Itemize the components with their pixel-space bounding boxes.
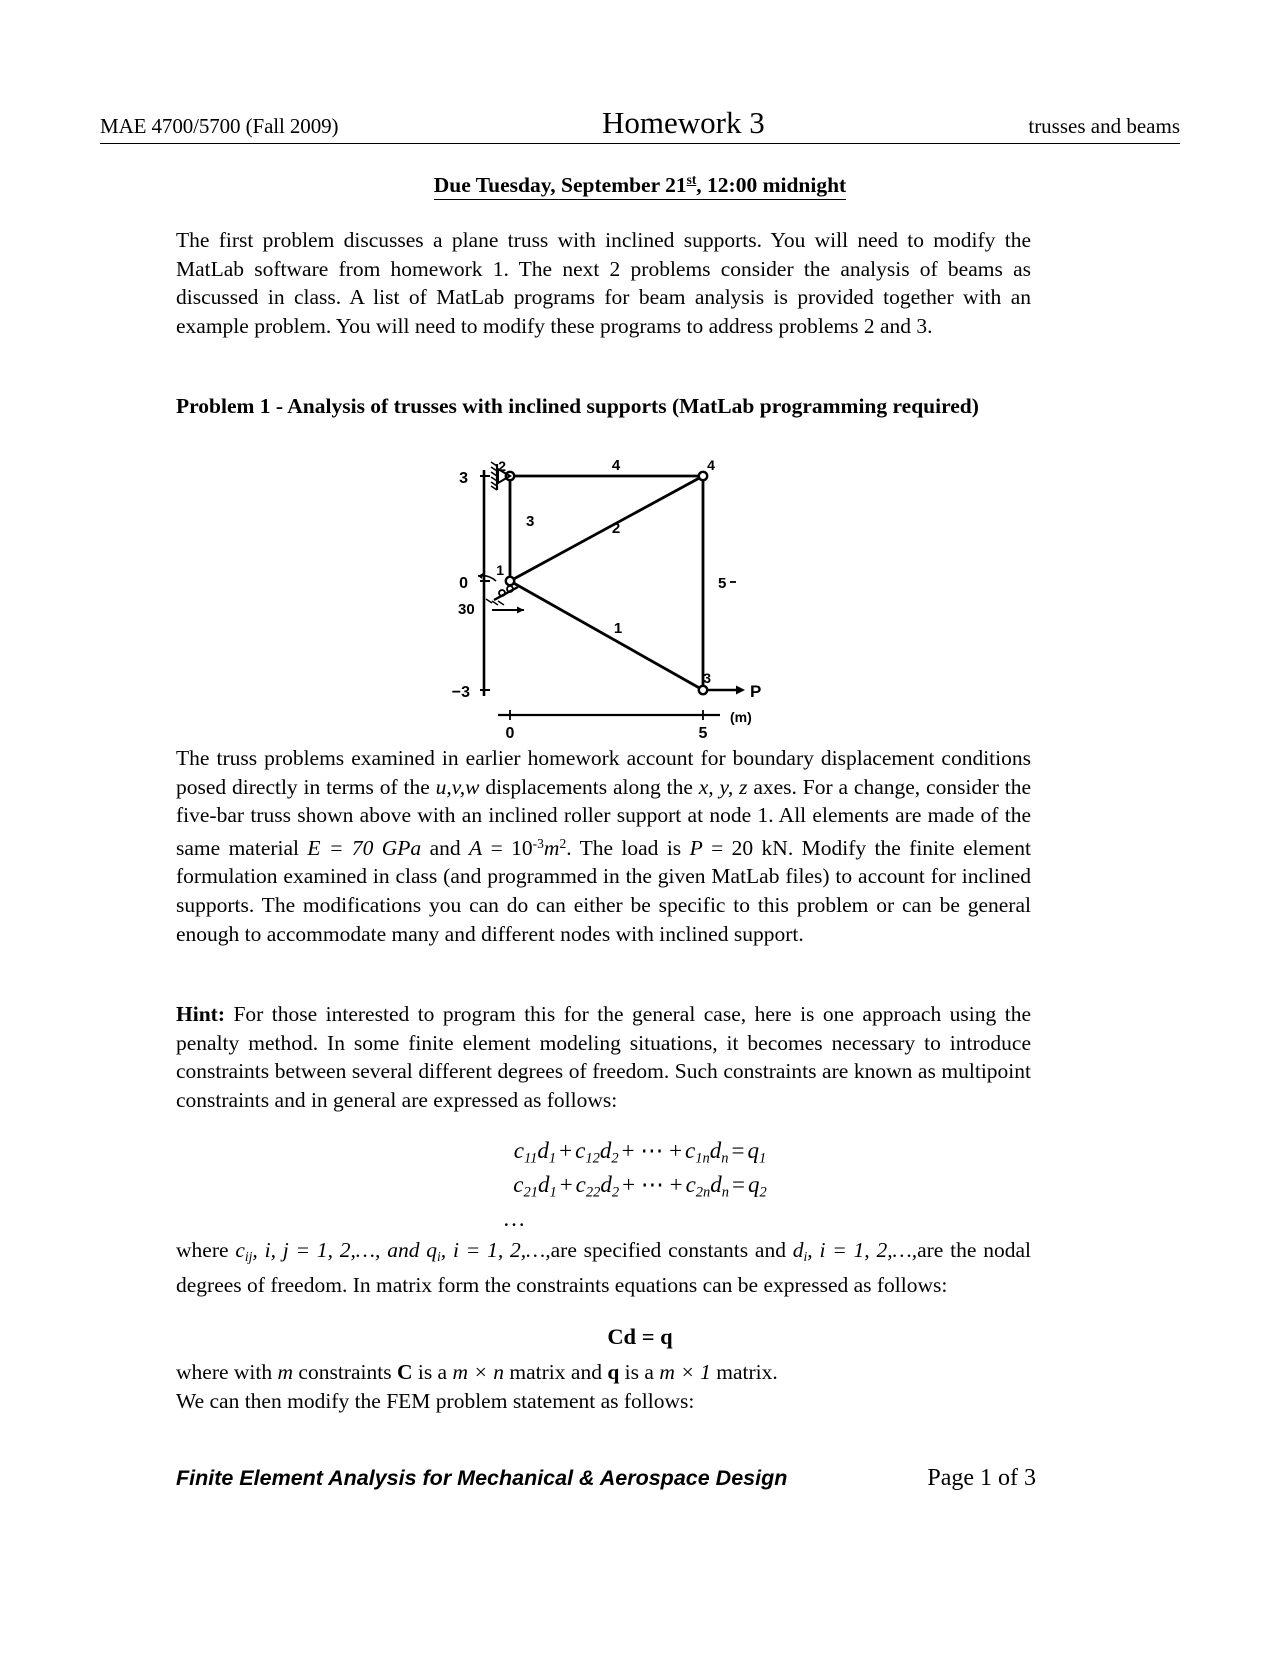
header-topic: trusses and beams — [1028, 114, 1180, 138]
eq1-dots: + ⋯ + — [621, 1138, 683, 1163]
truss-description-paragraph — [176, 744, 1031, 948]
truss-element-1 — [510, 581, 703, 690]
c-symbol: c — [235, 1238, 245, 1262]
axis-unit-label: (m) — [730, 709, 752, 725]
where-w1: where — [176, 1238, 236, 1262]
due-date-text — [434, 172, 846, 200]
where-w6: are the nodal degrees of freedom. In matrix form the constraints equations can be expressed as follows: — [176, 1238, 1032, 1298]
due-date-line — [0, 172, 1280, 200]
eq1-d2: d — [599, 1138, 612, 1163]
eq1-rhs: q — [747, 1138, 759, 1163]
page-footer — [176, 1465, 1036, 1492]
d-subscript: i — [803, 1248, 808, 1264]
cd-c4: matrix and — [504, 1360, 608, 1384]
area-exponent: -3 — [532, 835, 544, 851]
where-paragraph — [176, 1236, 1031, 1300]
y-label-neg3: −3 — [451, 684, 470, 701]
eq1-d1: d — [537, 1138, 549, 1163]
hint-label: Hint: — [176, 1002, 225, 1026]
eq2-c3: c — [685, 1172, 696, 1197]
eq1-c2-sub: 12 — [585, 1150, 600, 1167]
eq1-c1-sub: 11 — [523, 1150, 538, 1167]
load-arrow-P — [707, 686, 745, 695]
header-title: Homework 3 — [602, 105, 765, 140]
node-label-4: 4 — [707, 457, 715, 473]
truss-seg6: = 20 kN. Modify the finite element formulation examined in class (and programmed in the given MatLab files) to account for inclined supports. The modifications you can do can either be specific to this problem or can be general enough to accommodate many and different nodes with inclined support. — [176, 835, 1031, 946]
area-units: m — [543, 835, 560, 860]
eq1-equals: = — [731, 1138, 745, 1163]
m-symbol: m — [277, 1360, 294, 1384]
where-w2: , i, j = 1, 2,…, and — [252, 1238, 427, 1262]
truss-node-3 — [699, 686, 707, 694]
node-label-1: 1 — [496, 562, 504, 578]
eq1-plus1: + — [559, 1138, 573, 1163]
equation-1-content — [514, 1138, 766, 1168]
mxn-dimensions: m × n — [452, 1360, 505, 1384]
constraint-equation-ellipsis-row — [0, 1206, 1280, 1232]
eq1-c1: c — [513, 1138, 524, 1163]
eq1-d2-sub: 2 — [611, 1150, 619, 1167]
hint-text: For those interested to program this for the general case, here is one approach using the penalty method. In some finite element modeling situations, it becomes necessary to introduce constraints between several different degrees of freedom. Such constraints are known as multipoint constraints and in general are expressed as follows: — [176, 1002, 1031, 1112]
eq2-c1-sub: 21 — [523, 1184, 538, 1201]
due-suffix: , 12:00 midnight — [696, 173, 847, 198]
load-label-P: P — [750, 682, 762, 701]
truss-seg1: The truss problems examined in earlier homework account for boundary displacement conditions posed directly in terms of the — [176, 746, 1031, 799]
C-matrix-symbol: C — [396, 1360, 413, 1384]
eq2-d1: d — [537, 1172, 550, 1197]
where-w4: are specified constants and — [550, 1238, 793, 1262]
eq2-equals: = — [732, 1172, 746, 1197]
due-ordinal: st — [686, 172, 697, 187]
q-subscript: i — [437, 1248, 441, 1264]
mx1-dimensions: m × 1 — [659, 1360, 711, 1384]
cd-c1: where with — [176, 1360, 278, 1384]
cd-c6: matrix. — [710, 1360, 778, 1384]
eq2-dots: + ⋯ + — [622, 1172, 683, 1197]
y-label-3: 3 — [459, 470, 468, 487]
cd-c3: is a — [412, 1360, 453, 1384]
cd-c5: is a — [619, 1360, 660, 1384]
where-w5: , i = 1, 2,…, — [807, 1238, 918, 1262]
node-label-3: 3 — [703, 670, 711, 686]
eq1-d3: d — [709, 1138, 722, 1163]
eq1-c2: c — [575, 1138, 586, 1163]
eq1-c3-sub: 1n — [695, 1150, 710, 1167]
matrix-description-paragraph — [176, 1358, 1031, 1415]
footer-course-title: Finite Element Analysis for Mechanical & Aerospace Design — [176, 1466, 788, 1490]
equation-2-content — [513, 1172, 767, 1202]
eq2-rhs: q — [748, 1172, 760, 1197]
d-symbol: d — [792, 1238, 804, 1262]
matrix-constraint-equation: Cd = q — [607, 1324, 673, 1349]
area-symbol: A — [469, 835, 483, 860]
footer-page-number: Page 1 of 3 — [927, 1465, 1036, 1491]
xyz-symbols: x, y, z — [698, 774, 748, 799]
eq2-rhs-sub: 2 — [759, 1184, 767, 1201]
intro-paragraph: The first problem discusses a plane truss with inclined supports. You will need to modify the MatLab software from homework 1. The next 2 problems consider the analysis of beams as discussed in class. A list of MatLab programs for beam analysis is provided together with an example problem. You will need to modify these programs to address problems 2 and 3. — [176, 228, 1031, 338]
truss-seg4: and — [421, 835, 470, 860]
c-subscript: ij — [244, 1248, 253, 1264]
due-prefix: Due Tuesday, September 21 — [433, 173, 687, 198]
element-label-2: 2 — [611, 520, 621, 537]
eq2-d2-sub: 2 — [611, 1184, 620, 1201]
eq2-c3-sub: 2n — [695, 1184, 711, 1201]
header-course-code: MAE 4700/5700 (Fall 2009) — [100, 114, 339, 138]
truss-diagram-svg — [420, 448, 820, 748]
y-label-0: 0 — [459, 575, 468, 592]
constraint-equation-2 — [0, 1172, 1280, 1202]
incline-angle-label: 30 — [458, 601, 475, 618]
load-symbol: P — [689, 835, 703, 860]
eq1-d1-sub: 1 — [548, 1150, 557, 1167]
x-label-0: 0 — [505, 725, 515, 742]
hint-paragraph — [176, 1000, 1031, 1114]
eq2-d3-sub: n — [721, 1184, 730, 1201]
area-eq: = 10 — [482, 835, 533, 860]
element-label-5: 5 — [718, 575, 727, 592]
uvw-symbols: u,v,w — [435, 774, 480, 799]
eq1-c3: c — [685, 1138, 696, 1163]
truss-figure — [420, 448, 820, 748]
eq2-d1-sub: 1 — [549, 1184, 557, 1201]
problem-1-heading: Problem 1 - Analysis of trusses with inclined supports (MatLab programming required) — [176, 394, 979, 418]
element-label-1: 1 — [613, 620, 623, 637]
constraint-equation-1 — [0, 1138, 1280, 1168]
eq2-c2: c — [575, 1172, 586, 1197]
truss-seg3: axes. For a change, consider the five-bar truss shown above with an inclined roller support at node 1. All elements are made of the same material — [176, 774, 1031, 860]
page-header — [100, 105, 1180, 144]
element-label-3: 3 — [526, 513, 535, 530]
eq1-d3-sub: n — [721, 1150, 729, 1167]
equation-ellipsis: … — [502, 1206, 528, 1231]
eq2-plus1: + — [559, 1172, 573, 1197]
truss-element-2 — [510, 476, 703, 581]
eq2-c1: c — [513, 1172, 524, 1197]
eq2-d3: d — [710, 1172, 722, 1197]
q-vector-symbol: q — [607, 1360, 620, 1384]
truss-seg2: displacements along the — [479, 774, 699, 799]
eq1-rhs-sub: 1 — [758, 1150, 767, 1167]
node-label-2: 2 — [498, 458, 506, 474]
truss-node-4 — [699, 472, 707, 480]
area-units-exponent: 2 — [559, 835, 567, 851]
element-label-4: 4 — [611, 457, 621, 474]
truss-seg5: . The load is — [566, 835, 690, 860]
youngs-modulus-value: E = 70 GPa — [307, 835, 422, 860]
where-w3: , i = 1, 2,…, — [440, 1238, 551, 1262]
cd-c2: constraints — [293, 1360, 397, 1384]
eq2-d2: d — [600, 1172, 612, 1197]
truss-node-1 — [506, 577, 514, 585]
cd-line2: We can then modify the FEM problem statement as follows: — [176, 1388, 695, 1413]
x-label-5: 5 — [698, 725, 708, 742]
eq2-c2-sub: 22 — [585, 1184, 601, 1201]
q-symbol: q — [426, 1238, 438, 1262]
